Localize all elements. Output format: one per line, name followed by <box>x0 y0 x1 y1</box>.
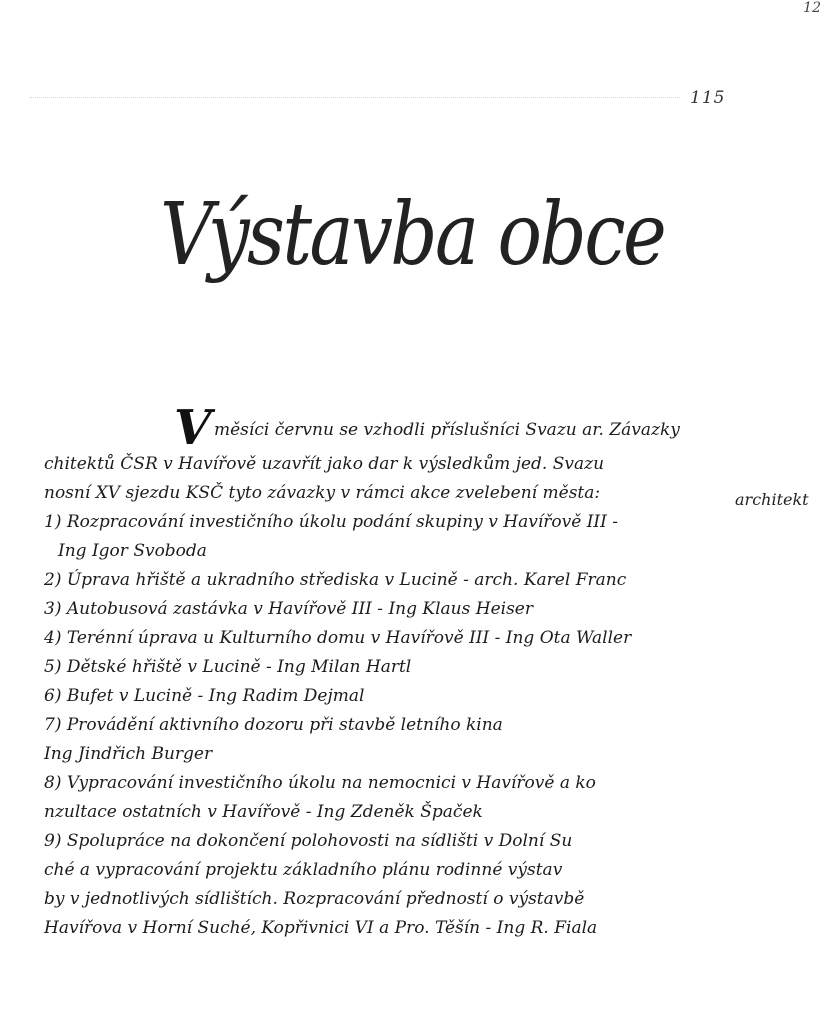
text-line: Ing Igor Svoboda <box>58 541 207 561</box>
text-line: by v jednotlivých sídlištích. Rozpracování předností o výstavbě <box>44 889 585 909</box>
text-line: nzultace ostatních v Havířově - Ing Zdeněk Špaček <box>44 802 483 822</box>
text-line: 3) Autobusová zastávka v Havířově III - Ing Klaus Heiser <box>44 599 533 619</box>
scan-edge <box>0 0 829 10</box>
text-line: 5) Dětské hřiště v Lucině - Ing Milan Hartl <box>44 657 412 677</box>
text-line: 1) Rozpracování investičního úkolu podání skupiny v Havířově III - <box>44 512 618 532</box>
handwritten-text <box>44 400 824 943</box>
text-line: nosní XV sjezdu KSČ tyto závazky v rámci akce zvelebení města: <box>44 483 601 503</box>
text-line: Ing Jindřich Burger <box>44 744 213 764</box>
text-line: chitektů ČSR v Havířově uzavřít jako dar k výsledkům jed. Svazu <box>44 454 605 474</box>
text-line: 2) Úprava hřiště a ukradního střediska v Lucině - arch. Karel Franc <box>44 570 627 590</box>
page-number: 115 <box>690 88 726 108</box>
text-line: 8) Vypracování investičního úkolu na nemocnici v Havířově a ko <box>44 773 596 793</box>
text-line-content: měsíci červnu se vzhodli příslušníci Svazu ar. Závazky <box>214 420 680 440</box>
page-title: Výstavba obce <box>160 185 665 285</box>
faint-rule <box>30 97 680 98</box>
corner-mark: 12 <box>803 0 821 16</box>
text-line: 6) Bufet v Lucině - Ing Radim Dejmal <box>44 686 365 706</box>
margin-note: architekt <box>735 490 809 509</box>
text-line: ché a vypracování projektu základního plánu rodinné výstav <box>44 860 563 880</box>
text-line: 9) Spolupráce na dokončení polohovosti na sídlišti v Dolní Su <box>44 831 573 851</box>
drop-cap: V <box>174 400 212 456</box>
text-line <box>44 400 824 456</box>
text-line: Havířova v Horní Suché, Kopřivnici VI a Pro. Těšín - Ing R. Fiala <box>44 918 598 938</box>
text-line: 7) Provádění aktivního dozoru při stavbě letního kina <box>44 715 503 735</box>
text-line: 4) Terénní úprava u Kulturního domu v Havířově III - Ing Ota Waller <box>44 628 632 648</box>
